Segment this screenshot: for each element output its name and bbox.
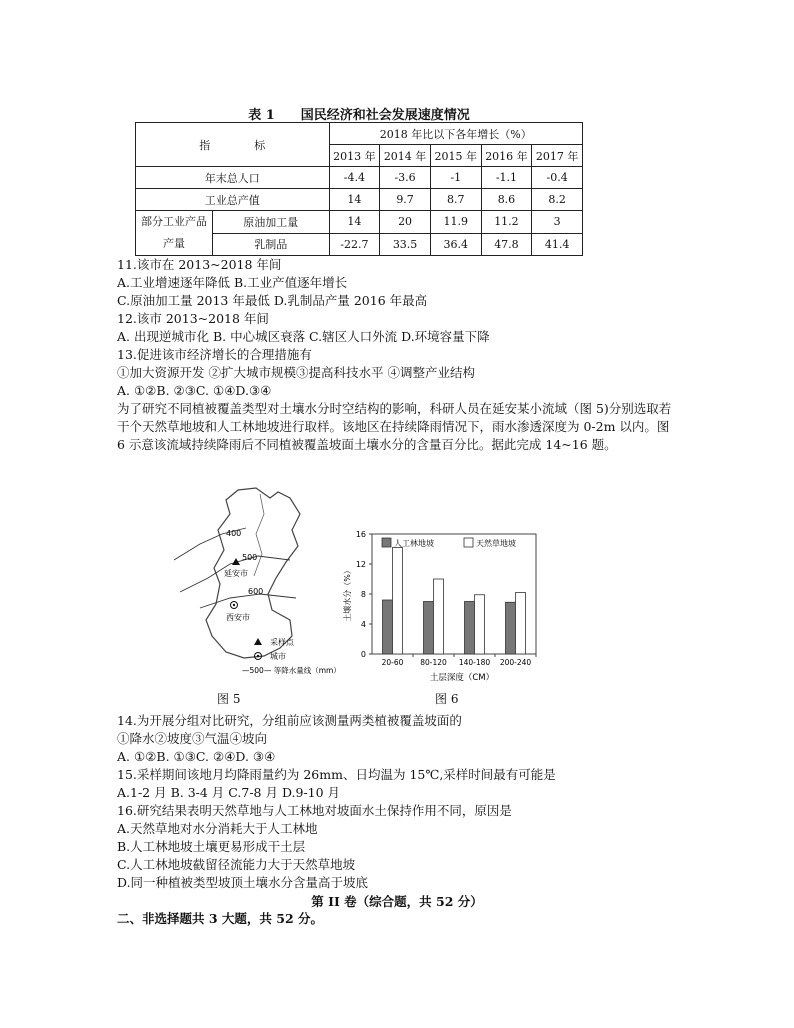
legend-label: 人工林地坡	[394, 539, 434, 548]
option-16a: A.天然草地对水分消耗大于人工林地	[117, 821, 318, 836]
question-13: 13.促进该市经济增长的合理措施有	[117, 347, 312, 362]
legend-label: —500— 等降水量线（mm）	[242, 666, 341, 675]
x-tick-label: 20-60	[381, 658, 404, 667]
header-indicator: 指 标	[136, 123, 330, 167]
bar	[434, 579, 444, 654]
cell: 41.4	[532, 233, 583, 256]
legend-label: 天然草地坡	[476, 539, 516, 548]
row-label: 年末总人口	[136, 167, 330, 189]
question-16: 16.研究结果表明天然草地与人工林地对坡面水土保持作用不同，原因是	[117, 803, 512, 818]
items-13: ①加大资源开发 ②扩大城市规模③提高科技水平 ④调整产业结构	[117, 365, 475, 380]
year-header: 2017 年	[532, 145, 583, 167]
figure-5-caption: 图 5	[217, 692, 241, 706]
options-11a: A.工业增速逐年降低 B.工业产值逐年增长	[117, 275, 348, 290]
cell: 8.6	[481, 189, 532, 211]
contour-label: 500	[242, 553, 258, 562]
cell: 14	[329, 211, 380, 234]
y-tick-label: 4	[360, 620, 366, 629]
options-13: A. ①②B. ②③C. ①④D.③④	[117, 383, 272, 398]
y-axis-label: 土壤水分（%）	[343, 566, 352, 622]
cell: 9.7	[380, 189, 431, 211]
legend-label: 采样点	[270, 638, 294, 647]
figure-6-caption: 图 6	[435, 692, 459, 706]
year-header: 2014 年	[380, 145, 431, 167]
options-11b: C.原油加工量 2013 年最低 D.乳制品产量 2016 年最高	[117, 293, 428, 308]
cell: -3.6	[380, 167, 431, 189]
cell: -1.1	[481, 167, 532, 189]
cell: 8.2	[532, 189, 583, 211]
table-row	[136, 167, 583, 189]
table-row	[136, 211, 583, 234]
bar	[383, 600, 393, 654]
legend-label: 城市	[270, 652, 286, 661]
bar	[424, 602, 434, 655]
table-title: 表 1 国民经济和社会发展速度情况	[248, 108, 470, 123]
bar	[506, 602, 516, 654]
items-14: ①降水②坡度③气温④坡向	[117, 731, 268, 746]
row-label: 乳制品	[213, 233, 330, 256]
table-row	[136, 189, 583, 211]
passage: 为了研究不同植被覆盖类型对土壤水分时空结构的影响，科研人员在延安某小流域（图 5)分别选取若干个天然草地坡和人工林地坡进行取样。该地区在持续降雨情况下，雨水渗透深度为 0-2m 以内。图 6 示意该流域持续降雨后不同植被覆盖坡面土壤水分的含量百分比。据此完成 14~16 题。	[117, 401, 672, 452]
year-header: 2016 年	[481, 145, 532, 167]
bar	[475, 595, 485, 654]
option-16c: C.人工林地坡截留径流能力大于天然草地坡	[117, 857, 356, 872]
soil-moisture-chart	[340, 520, 540, 686]
legend-swatch	[464, 538, 473, 547]
question-12: 12.该市 2013~2018 年间	[117, 311, 269, 326]
cell: 11.2	[481, 211, 532, 234]
legend-swatch	[382, 538, 391, 547]
row-label: 工业总产值	[136, 189, 330, 211]
option-16d: D.同一种植被类型坡顶土壤水分含量高于坡底	[117, 875, 369, 890]
bar	[393, 548, 403, 655]
header-group: 2018 年比以下各年增长（%）	[329, 123, 582, 145]
cell: 3	[532, 211, 583, 234]
cell: -22.7	[329, 233, 380, 256]
cell: -1	[430, 167, 481, 189]
section-title: 第 II 卷（综合题，共 52 分）	[311, 894, 483, 909]
x-tick-label: 140-180	[458, 658, 491, 667]
cell: 11.9	[430, 211, 481, 234]
option-16b: B.人工林地坡土壤更易形成干土层	[117, 839, 306, 854]
cell: 47.8	[481, 233, 532, 256]
development-table	[135, 122, 583, 256]
cell: 36.4	[430, 233, 481, 256]
year-header: 2013 年	[329, 145, 380, 167]
question-14: 14.为开展分组对比研究，分组前应该测量两类植被覆盖坡面的	[117, 713, 462, 728]
y-tick-label: 12	[355, 560, 366, 569]
group-label: 部分工业产品产量	[136, 211, 213, 256]
cell: 8.7	[430, 189, 481, 211]
options-12: A. 出现逆城市化 B. 中心城区衰落 C.辖区人口外流 D.环境容量下降	[117, 329, 490, 344]
bar	[465, 602, 475, 655]
question-15: 15.采样期间该地月均降雨量约为 26mm、日均温为 15℃,采样时间最有可能是	[117, 767, 556, 782]
cell: 14	[329, 189, 380, 211]
legend-sample-icon	[254, 638, 262, 645]
cell: -4.4	[329, 167, 380, 189]
section-subtitle: 二、非选择题共 3 大题，共 52 分。	[117, 911, 324, 926]
row-label: 原油加工量	[213, 211, 330, 234]
y-tick-label: 16	[355, 530, 366, 539]
options-14: A. ①②B. ①③C. ②④D. ③④	[117, 749, 276, 764]
y-tick-label: 0	[360, 650, 366, 659]
question-11: 11.该市在 2013~2018 年间	[117, 257, 282, 272]
x-tick-label: 200-240	[499, 658, 532, 667]
city-label: 西安市	[226, 613, 250, 622]
options-15: A.1-2 月 B. 3-4 月 C.7-8 月 D.9-10 月	[117, 785, 341, 800]
y-tick-label: 8	[360, 590, 366, 599]
contour-label: 400	[226, 529, 242, 538]
cell: 20	[380, 211, 431, 234]
cell: 33.5	[380, 233, 431, 256]
x-axis-label: 土层深度（CM）	[429, 673, 495, 683]
year-header: 2015 年	[430, 145, 481, 167]
city-label: 延安市	[224, 569, 248, 578]
cell: -0.4	[532, 167, 583, 189]
bar	[516, 593, 526, 655]
x-tick-label: 80-120	[420, 658, 447, 667]
contour-label: 600	[248, 587, 264, 596]
